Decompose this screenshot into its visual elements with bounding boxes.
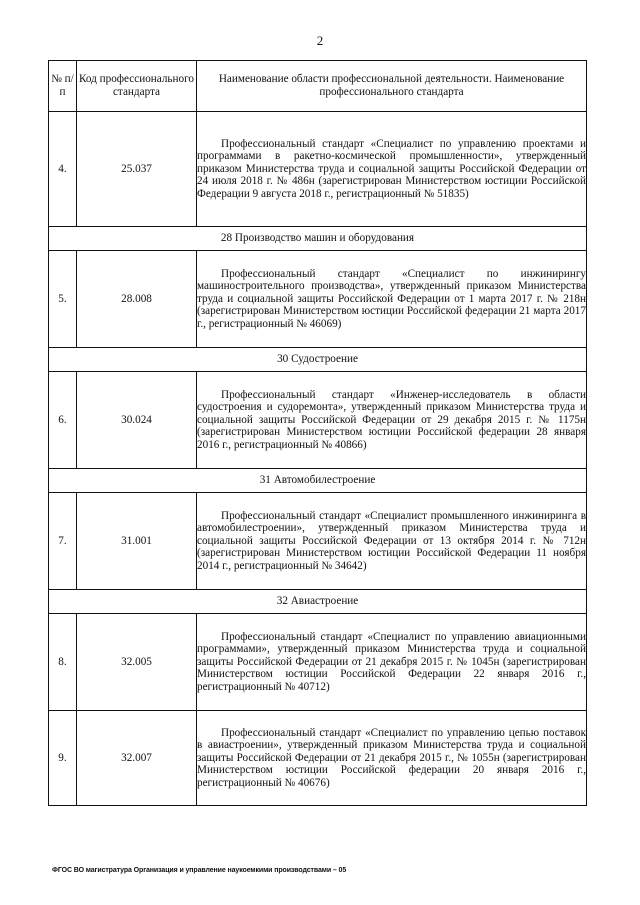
row-number: 4. xyxy=(49,112,77,227)
standard-code: 30.024 xyxy=(77,372,197,469)
section-title: 31 Автомобилестроение xyxy=(49,469,587,493)
section-row xyxy=(49,348,587,372)
table-row xyxy=(49,251,587,348)
section-title: 30 Судостроение xyxy=(49,348,587,372)
standard-description: Профессиональный стандарт «Специалист промышленного инжиниринга в автомобилестроении», утвержденный приказом Министерства труда и социальной защиты Российской Федерации от 13 октября 2014 г. № 712н (зарегистрирован Министерством юстиции Российской Федерации 11 ноября 2014 г., регистрационный № 34642) xyxy=(197,493,587,590)
standard-description: Профессиональный стандарт «Специалист по инжинирингу машиностроительного производства», утвержденный приказом Министерства труда и социальной защиты Российской Федерации от 1 марта 2017 г. № 218н (зарегистрирован Министерством юстиции Российской федерации 21 марта 2017 г., регистрационный № 46069) xyxy=(197,251,587,348)
table-row xyxy=(49,614,587,711)
section-title: 28 Производство машин и оборудования xyxy=(49,227,587,251)
table-row xyxy=(49,711,587,806)
row-number: 8. xyxy=(49,614,77,711)
footer-text: ФГОС ВО магистратура Организация и управление наукоемкими производствами – 05 xyxy=(52,867,347,874)
section-row xyxy=(49,469,587,493)
standard-code: 25.037 xyxy=(77,112,197,227)
table-header-row xyxy=(49,61,587,112)
standard-code: 31.001 xyxy=(77,493,197,590)
standard-description: Профессиональный стандарт «Инженер-исследователь в области судостроения и судоремонта», утвержденный приказом Министерства труда и социальной защиты Российской Федерации от 29 декабря 2015 г. № 1175н (зарегистрирован Министерством юстиции Российской федерации 28 января 2016 г., регистрационный № 40866) xyxy=(197,372,587,469)
page-number: 2 xyxy=(316,33,324,48)
header-code: Код профессионального стандарта xyxy=(77,61,197,112)
standard-code: 32.007 xyxy=(77,711,197,806)
section-row xyxy=(49,227,587,251)
table-row xyxy=(49,112,587,227)
standard-description: Профессиональный стандарт «Специалист по управлению проектами и программами в ракетно-космической промышленности», утвержденный приказом Министерства труда и социальной защиты Российской Федерации от 24 июля 2018 г. № 486н (зарегистрирован Министерством юстиции Российской Федерации 9 августа 2018 г., регистрационный № 51835) xyxy=(197,112,587,227)
standard-description: Профессиональный стандарт «Специалист по управлению авиационными программами», утвержденный приказом Министерства труда и социальной защиты Российской Федерации от 21 декабря 2015 г. № 1045н (зарегистрирован Министерством юстиции Российской Федерации 22 января 2016 г., регистрационный № 40712) xyxy=(197,614,587,711)
professional-standards-table xyxy=(48,60,587,806)
row-number: 5. xyxy=(49,251,77,348)
section-row xyxy=(49,590,587,614)
section-title: 32 Авиастроение xyxy=(49,590,587,614)
row-number: 7. xyxy=(49,493,77,590)
row-number: 9. xyxy=(49,711,77,806)
table-row xyxy=(49,372,587,469)
standard-code: 28.008 xyxy=(77,251,197,348)
row-number: 6. xyxy=(49,372,77,469)
header-name: Наименование области профессиональной деятельности. Наименование профессионального стандарта xyxy=(197,61,587,112)
table-row xyxy=(49,493,587,590)
header-number: № п/п xyxy=(49,61,77,112)
standard-code: 32.005 xyxy=(77,614,197,711)
standard-description: Профессиональный стандарт «Специалист по управлению цепью поставок в авиастроении», утвержденный приказом Министерства труда и социальной защиты Российской Федерации от 21 декабря 2015 г., № 1055н (зарегистрирован Министерством юстиции Российской федерации 20 января 2016 г., регистрационный № 40676) xyxy=(197,711,587,806)
